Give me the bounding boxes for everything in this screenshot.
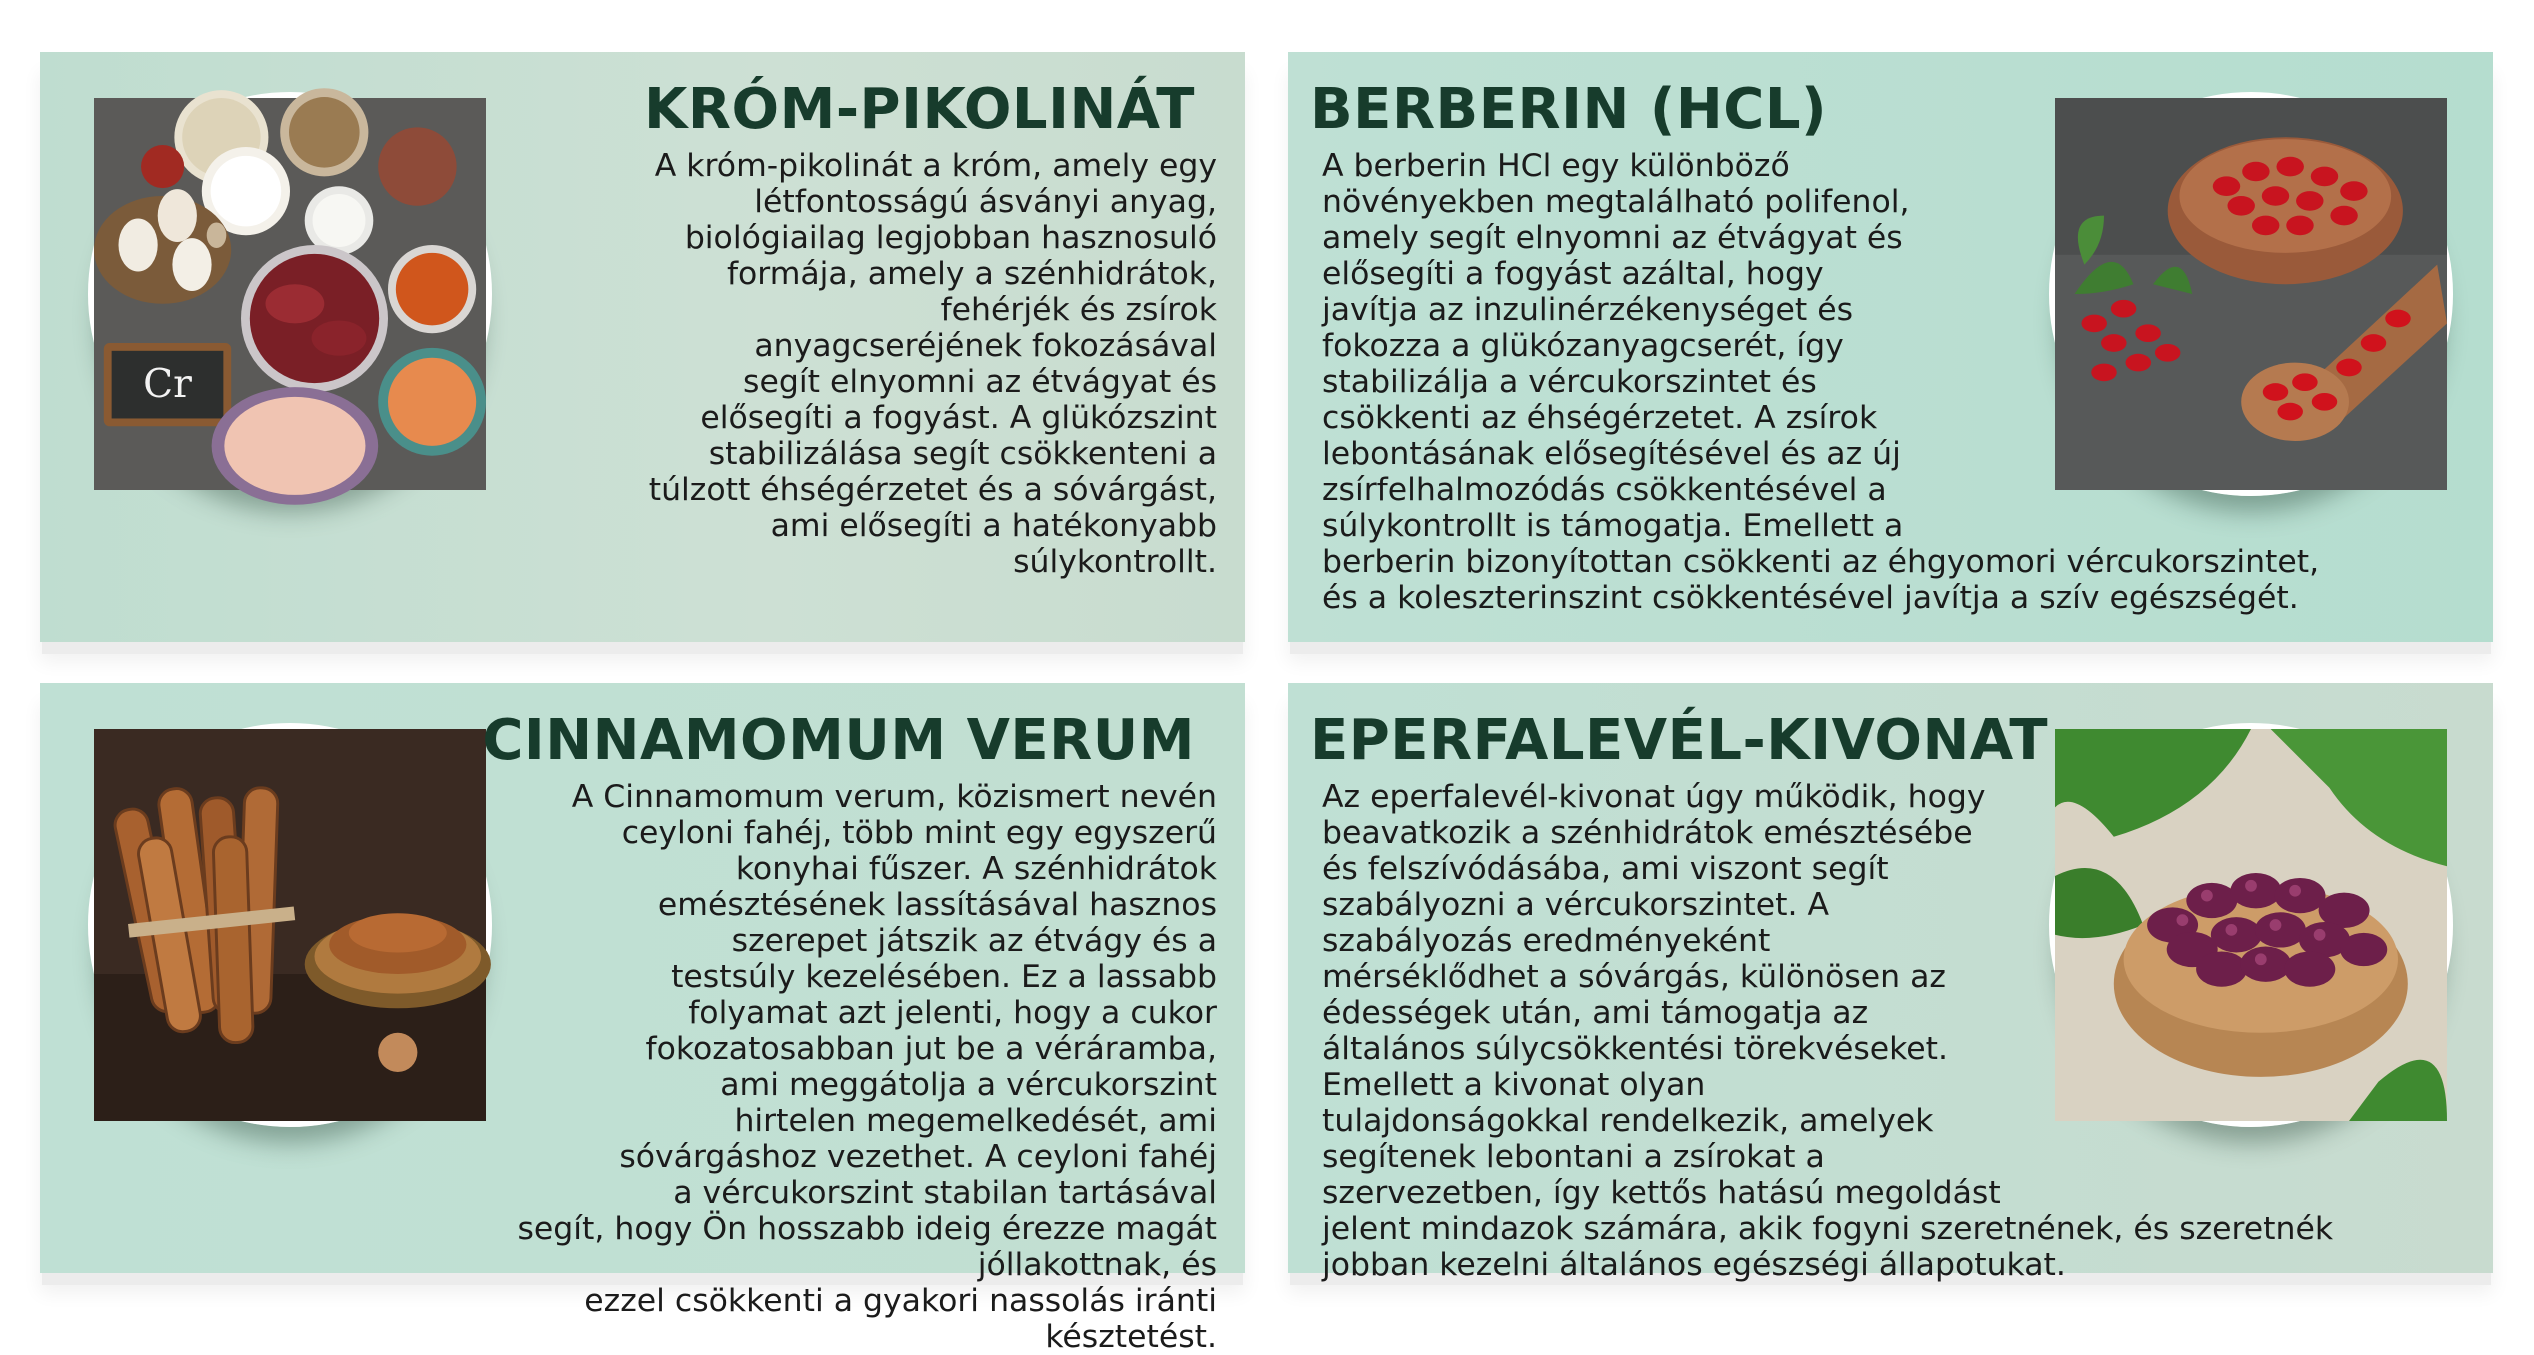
card-title: CINNAMOMUM VERUM — [482, 708, 1195, 773]
chromium-foods-icon — [88, 92, 492, 496]
card-description: Az eperfalevél-kivonat úgy működik, hogy beavatkozik a szénhidrátok emésztésébe és felszívódásába, ami viszont segít szabályozni a vércukorszintet. A szabályozás eredményeként mérséklődhet a sóvárgás, különösen az édességek után, ami támogatja az általános súlycsökkentési törekvéseket. Emellett a kivonat olyan tulajdonságokkal rendelkezik, amelyek segítenek lebontani a zsírokat a szervezetben, így kettős hatású megoldást jelent mindazok számára, akik fogyni szeretnének, és szeretnék jobban kezelni általános egészségi állapotukat. — [1322, 779, 2334, 1283]
card-title: EPERFALEVÉL-KIVONAT — [1310, 708, 2049, 773]
card-title: KRÓM-PIKOLINÁT — [643, 77, 1195, 142]
card-cinnamon — [40, 683, 1245, 1355]
chalkboard-label: Cr — [143, 361, 192, 407]
cinnamon-icon — [88, 723, 492, 1127]
card-berberine — [1288, 52, 2493, 642]
card-description: A Cinnamomum verum, közismert nevén ceyloni fahéj, több mint egy egyszerű konyhai fűszer. A szénhidrátok emésztésének lassításával hasznos szerepet játszik az étvágy és a testsúly kezelésében. Ez a lassabb folyamat azt jelenti, hogy a cukor fokozatosabban jut be a véráramba, ami meggátolja a vércukorszint hirtelen megemelkedését, ami sóvárgáshoz vezethet. A ceyloni fahéj a vércukorszint stabilan tartásával segít, hogy Ön hosszabb ideig érezze magát jóllakottnak, és ezzel csökkenti a gyakori nassolás iránti késztetést. — [517, 779, 1217, 1355]
card-title: BERBERIN (HCL) — [1310, 77, 1828, 142]
card-description: A króm-pikolinát a króm, amely egy létfontosságú ásványi anyag, biológiailag legjobban hasznosuló formája, amely a szénhidrátok, fehérjék és zsírok anyagcseréjének fokozásával segít elnyomni az étvágyat és elősegíti a fogyást. A glükózszint stabilizálása segít csökkenteni a túlzott éhségérzetet és a sóvárgást, ami elősegíti a hatékonyabb súlykontrollt. — [648, 148, 1217, 580]
card-chromium-picolinate — [40, 52, 1245, 642]
card-mulberry-leaf — [1288, 683, 2493, 1283]
card-description: A berberin HCl egy különböző növényekben megtalálható polifenol, amely segít elnyomni az étvágyat és elősegíti a fogyást azáltal, hogy javítja az inzulinérzékenységet és fokozza a glükózanyagcserét, így stabilizálja a vércukorszintet és csökkenti az éhségérzetet. A zsírok lebontásának elősegítésével és az új zsírfelhalmozódás csökkentésével a súlykontrollt is támogatja. Emellett a berberin bizonyítottan csökkenti az éhgyomori vércukorszintet, és a koleszterinszint csökkentésével javítja a szív egészségét. — [1322, 148, 2320, 616]
